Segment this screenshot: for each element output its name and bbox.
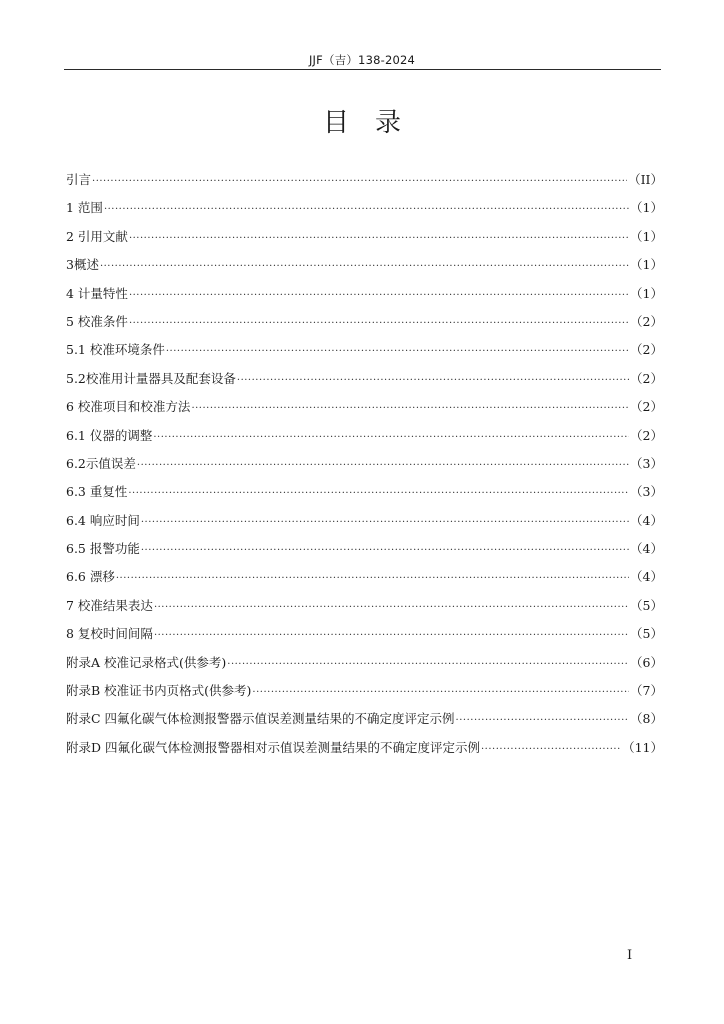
toc-entry[interactable] (66, 369, 663, 397)
toc-entry-page: （4） (630, 541, 663, 557)
toc-entry-label: 6.5 报警功能 (66, 541, 140, 557)
toc-entry-page: （4） (630, 512, 663, 528)
toc-entry[interactable] (66, 227, 663, 255)
dot-leader (129, 290, 629, 301)
toc-entry-page: （11） (622, 739, 663, 755)
dot-leader (141, 517, 629, 528)
toc-entry-page: （1） (630, 200, 663, 216)
toc-entry[interactable] (66, 624, 663, 652)
dot-leader (128, 488, 629, 499)
dot-leader (129, 318, 629, 329)
toc-entry-label: 3概述 (66, 257, 99, 273)
toc-entry-label: 5.1 校准环境条件 (66, 342, 165, 358)
toc-entry-page: （1） (630, 257, 663, 273)
toc-entry-label: 7 校准结果表达 (66, 597, 153, 613)
dot-leader (252, 687, 629, 698)
toc-entry-page: （5） (630, 597, 663, 613)
toc-entry[interactable] (66, 284, 663, 312)
toc-entry[interactable] (66, 567, 663, 595)
toc-entry-label: 8 复校时间间隔 (66, 626, 153, 642)
page-number: I (627, 948, 633, 963)
toc-entry-page: （2） (630, 370, 663, 386)
toc-entry-label: 6 校准项目和校准方法 (66, 399, 191, 415)
toc-entry-page: （8） (630, 711, 663, 727)
dot-leader (191, 403, 629, 414)
toc-entry[interactable] (66, 511, 663, 539)
toc-entry-label: 4 计量特性 (66, 285, 128, 301)
toc-entry[interactable] (66, 454, 663, 482)
dot-leader (153, 432, 629, 443)
toc-entry-page: （3） (630, 455, 663, 471)
toc-entry[interactable] (66, 653, 663, 681)
toc-entry[interactable] (66, 709, 663, 737)
toc-entry-label: 引言 (66, 172, 92, 187)
document-code: JJF（吉）138-2024 (308, 53, 416, 67)
toc-entry[interactable] (66, 596, 663, 624)
dot-leader (104, 204, 629, 215)
dot-leader (100, 261, 629, 272)
dot-leader (481, 744, 621, 755)
toc-entry-page: （2） (630, 399, 663, 415)
dot-leader (116, 573, 629, 584)
dot-leader (237, 375, 629, 386)
toc-entry[interactable] (66, 340, 663, 368)
toc-entry[interactable] (66, 681, 663, 709)
toc-entry-label: 1 范围 (66, 200, 103, 216)
toc-entry-label: 6.4 响应时间 (66, 512, 140, 528)
page-title: 目录 (322, 108, 427, 138)
toc-entry-page: （4） (630, 569, 663, 585)
toc-entry-page: （1） (630, 285, 663, 301)
toc-entry-page: （7） (630, 683, 663, 699)
toc-entry-label: 2 引用文献 (66, 228, 128, 244)
toc-entry[interactable] (66, 255, 663, 283)
table-of-contents (66, 170, 663, 766)
toc-entry[interactable] (66, 738, 663, 766)
dot-leader (154, 602, 629, 613)
toc-entry-page: （1） (630, 228, 663, 244)
toc-entry-label: 附录D 四氟化碳气体检测报警器相对示值误差测量结果的不确定度评定示例 (66, 739, 480, 755)
toc-entry-label: 6.3 重复性 (66, 484, 128, 500)
toc-entry-page: （3） (630, 484, 663, 500)
dot-leader (129, 233, 629, 244)
dot-leader (227, 659, 629, 670)
toc-entry[interactable] (66, 482, 663, 510)
toc-entry-page: （2） (630, 427, 663, 443)
toc-entry-label: 6.2示值误差 (66, 455, 136, 471)
toc-entry-page: （5） (630, 626, 663, 642)
toc-entry-label: 6.1 仪器的调整 (66, 427, 153, 443)
toc-entry[interactable] (66, 312, 663, 340)
toc-entry-label: 5 校准条件 (66, 313, 128, 329)
toc-entry[interactable] (66, 198, 663, 226)
dot-leader (137, 460, 629, 471)
dot-leader (141, 545, 629, 556)
toc-entry-page: （II） (628, 172, 663, 187)
toc-entry-page: （2） (630, 313, 663, 329)
toc-entry[interactable] (66, 397, 663, 425)
toc-entry[interactable] (66, 426, 663, 454)
header-divider (64, 69, 661, 70)
toc-entry-page: （6） (630, 654, 663, 670)
dot-leader (92, 176, 627, 187)
toc-entry-page: （2） (630, 342, 663, 358)
toc-entry-label: 附录B 校准证书内页格式(供参考) (66, 683, 252, 699)
dot-leader (154, 630, 629, 641)
toc-entry-label: 6.6 漂移 (66, 569, 115, 585)
toc-entry-label: 附录C 四氟化碳气体检测报警器示值误差测量结果的不确定度评定示例 (66, 711, 455, 727)
dot-leader (166, 346, 629, 357)
dot-leader (456, 715, 630, 726)
toc-entry[interactable] (66, 170, 663, 198)
toc-entry-label: 5.2校准用计量器具及配套设备 (66, 370, 236, 386)
toc-entry[interactable] (66, 539, 663, 567)
toc-entry-label: 附录A 校准记录格式(供参考) (66, 654, 227, 670)
